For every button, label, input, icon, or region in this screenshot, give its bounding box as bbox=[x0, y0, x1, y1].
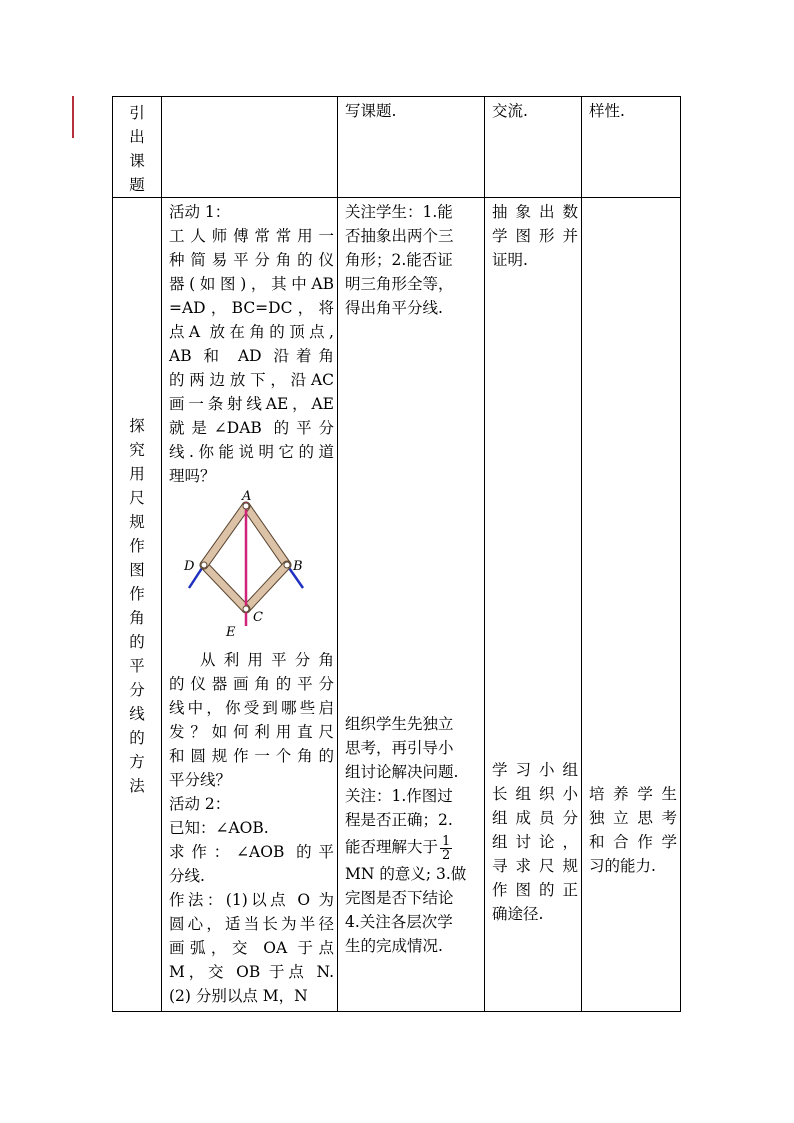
joint-D bbox=[201, 562, 207, 568]
text-line: 种简易平分角的仪 bbox=[169, 251, 334, 269]
text-line: 从利用平分角 bbox=[200, 651, 334, 669]
text-line: 平分线？ bbox=[169, 771, 232, 789]
text-line: M，交 OB 于点 N. bbox=[169, 963, 334, 981]
student-bottom-text bbox=[492, 758, 578, 926]
stage-cell-explore bbox=[113, 198, 162, 1012]
stage-char: 的 bbox=[129, 729, 145, 747]
text-line: 程是否正确；2. bbox=[345, 811, 453, 829]
text-line: 发？如何利用直尺 bbox=[169, 723, 334, 741]
text-line: 点A 放在角的顶点, bbox=[169, 323, 334, 341]
text-line: 4.关注各层次学 bbox=[345, 913, 453, 931]
text-line: 确途径. bbox=[492, 905, 544, 923]
intent-text: 样性. bbox=[589, 102, 625, 120]
activity-1-text bbox=[169, 200, 334, 488]
text-line: 角形；2.能否证 bbox=[345, 251, 453, 269]
joint-B bbox=[284, 562, 290, 568]
stage-char: 方 bbox=[129, 753, 145, 771]
text-line: 独立思考 bbox=[589, 809, 677, 827]
point-label-d: D bbox=[184, 559, 195, 574]
joint-C bbox=[243, 606, 249, 612]
stage-char: 探 bbox=[129, 417, 145, 435]
stage-char: 尺 bbox=[129, 489, 145, 507]
text-line: 已知：∠AOB. bbox=[169, 819, 269, 837]
student-cell-intro bbox=[485, 97, 582, 198]
teacher-text: 写课题. bbox=[345, 102, 397, 120]
text-line: 明三角形全等， bbox=[345, 275, 454, 293]
text-line: 学习小组 bbox=[492, 761, 578, 779]
text-line: 线.你能说明它的道 bbox=[169, 443, 334, 461]
content-cell-intro bbox=[162, 97, 338, 198]
text-line: 活动 2： bbox=[169, 795, 231, 813]
table-row-intro bbox=[113, 97, 681, 198]
text-line: 学图形并 bbox=[492, 227, 578, 245]
text-line: 关注：1.作图过 bbox=[345, 787, 453, 805]
rod-da bbox=[204, 506, 246, 565]
stage-char: 引 bbox=[129, 104, 145, 122]
text-line: 寻求尺规 bbox=[492, 857, 578, 875]
intent-cell-intro bbox=[582, 97, 681, 198]
text-line: 组讨论， bbox=[492, 833, 578, 851]
stage-char: 究 bbox=[129, 441, 145, 459]
text-line: 培养学生 bbox=[589, 785, 677, 803]
text-line: 求作：∠AOB 的平 bbox=[169, 843, 334, 861]
point-label-a: A bbox=[242, 489, 252, 504]
stage-char: 规 bbox=[129, 513, 145, 531]
stage-char: 作 bbox=[129, 585, 145, 603]
point-label-b: B bbox=[293, 559, 303, 574]
fraction-half: $\frac{1}{2}$ bbox=[442, 833, 451, 863]
text-line: 长组织小 bbox=[492, 785, 578, 803]
stage-char: 作 bbox=[129, 537, 145, 555]
text-line: 和合作学 bbox=[589, 833, 677, 851]
text-line: 得出角平分线. bbox=[345, 299, 443, 317]
activity-2-text bbox=[169, 792, 334, 1008]
stage-char: 平 bbox=[129, 657, 145, 675]
text-line: 和圆规作一个角的 bbox=[169, 747, 334, 765]
text-line: 作法：(1)以点 O 为 bbox=[169, 891, 334, 909]
angle-bisector-instrument-diagram bbox=[169, 488, 329, 648]
rod-bc bbox=[246, 565, 287, 609]
table-row-explore bbox=[113, 198, 681, 1012]
text-line: 器(如图)，其中AB bbox=[169, 275, 334, 293]
text-line: 的仪器画角的平分 bbox=[169, 675, 334, 693]
intent-text bbox=[589, 782, 677, 878]
text-line: 组成员分 bbox=[492, 809, 578, 827]
text-line: MN 的意义; 3.做 bbox=[345, 865, 467, 883]
text-line: 组讨论解决问题. bbox=[345, 763, 459, 781]
stage-char: 用 bbox=[129, 465, 145, 483]
point-label-e: E bbox=[226, 625, 236, 640]
text-line: 习的能力. bbox=[589, 857, 656, 875]
text-line: =AD，BC=DC，将 bbox=[169, 299, 334, 317]
text-line: (2) 分别以点 M，N bbox=[169, 987, 308, 1005]
text-line: 的两边放下，沿AC bbox=[169, 371, 334, 389]
stage-char: 出 bbox=[129, 128, 145, 146]
text-line: 画弧，交 OA 于点 bbox=[169, 939, 334, 957]
rod-ab bbox=[246, 506, 287, 565]
student-top-text bbox=[492, 200, 578, 272]
stage-char: 角 bbox=[129, 609, 145, 627]
teacher-cell-explore bbox=[338, 198, 485, 1012]
stage-char: 法 bbox=[129, 777, 145, 795]
stage-char: 线 bbox=[129, 705, 145, 723]
stage-char: 图 bbox=[129, 561, 145, 579]
text-line: 作图的正 bbox=[492, 881, 578, 899]
text-line: AB 和 AD 沿着角 bbox=[169, 347, 334, 365]
text-line: 画一条射线AE，AE bbox=[169, 395, 334, 413]
text-line: 分线. bbox=[169, 867, 205, 885]
text-line: 线中，你受到哪些启 bbox=[169, 699, 334, 717]
text-line: 抽象出数 bbox=[492, 203, 578, 221]
teacher-organize-text bbox=[345, 712, 481, 832]
text-line: 就是∠DAB 的平分 bbox=[169, 419, 334, 437]
stage-char: 课 bbox=[129, 152, 145, 170]
rod-cd bbox=[204, 565, 246, 609]
content-cell-explore bbox=[162, 198, 338, 1012]
teacher-tail-text bbox=[345, 862, 481, 958]
lesson-plan-table bbox=[112, 96, 681, 1012]
stage-cell-intro bbox=[113, 97, 162, 198]
stage-char: 的 bbox=[129, 633, 145, 651]
text-line: 完图是否下结论 bbox=[345, 889, 454, 907]
text-line: 工人师傅常常用一 bbox=[169, 227, 334, 245]
teacher-frac-line: 能否理解大于 $\frac{1}{2}$ bbox=[345, 833, 451, 863]
intent-cell-explore bbox=[582, 198, 681, 1012]
text-line: 关注学生：1.能 bbox=[345, 203, 453, 221]
teacher-focus-text bbox=[345, 200, 481, 320]
student-text: 交流. bbox=[492, 102, 528, 120]
text-line: 理吗？ bbox=[169, 467, 216, 485]
point-label-c: C bbox=[253, 610, 263, 625]
teacher-cell-intro bbox=[338, 97, 485, 198]
stage-char: 题 bbox=[129, 176, 145, 194]
text-line: 圆心，适当长为半径 bbox=[169, 915, 334, 933]
question-text bbox=[169, 648, 334, 792]
text-line: 思考，再引导小 bbox=[345, 739, 454, 757]
text-line: 证明. bbox=[492, 251, 528, 269]
stage-char: 分 bbox=[129, 681, 145, 699]
text-line: 活动 1： bbox=[169, 203, 231, 221]
text-line: 否抽象出两个三 bbox=[345, 227, 454, 245]
text-line: 组织学生先独立 bbox=[345, 715, 454, 733]
text-line: 生的完成情况. bbox=[345, 937, 443, 955]
margin-mark bbox=[72, 96, 74, 138]
student-cell-explore bbox=[485, 198, 582, 1012]
